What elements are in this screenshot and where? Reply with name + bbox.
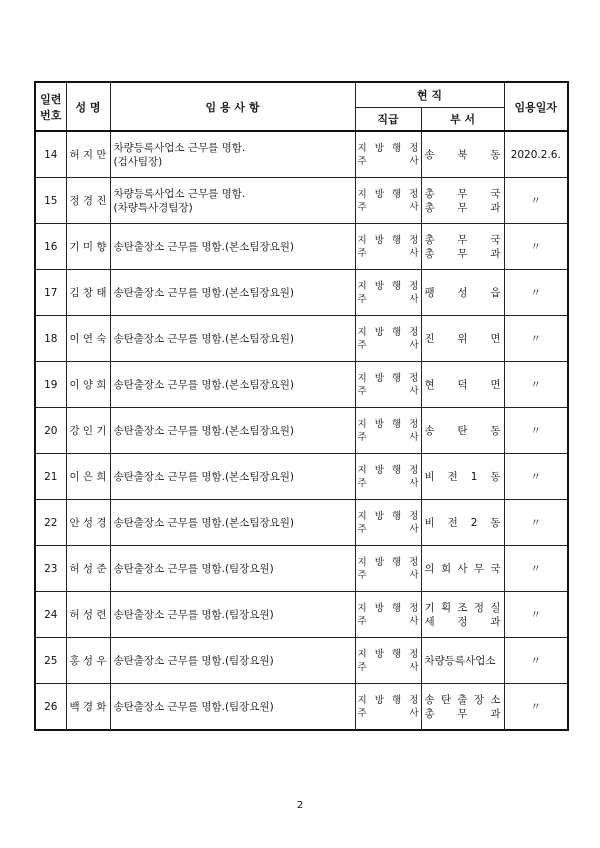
row-date: 〃 [504,546,568,592]
rank-line [358,155,419,168]
appointment-line: 송탄출장소 근무를 명함.(본소팀장요원) [113,470,294,483]
rank-char: 행 [392,142,402,154]
department-line [425,378,501,392]
rank-char: 사 [409,155,419,167]
row-department [421,362,504,408]
row-date: 〃 [504,224,568,270]
appointment-line: 송탄출장소 근무를 명함.(팀장요원) [113,562,274,575]
rank-char: 행 [392,510,402,522]
rank-char: 행 [392,464,402,476]
rank-char: 주 [357,615,367,627]
rank-char: 정 [409,188,419,200]
row-date: 〃 [504,408,568,454]
table-row [35,546,568,592]
table-row [35,316,568,362]
row-rank [355,684,421,731]
rank-char: 정 [409,694,419,706]
row-department [421,454,504,500]
department-char: 전 [447,470,458,483]
rank-char: 정 [409,326,419,338]
department-char: 실 [490,601,501,614]
row-department [421,546,504,592]
row-appointment [110,684,355,731]
row-appointment [110,224,355,270]
row-serial: 26 [35,684,66,731]
department-char: 회 [440,562,452,575]
department-char: 성 [457,286,468,299]
row-name: 허 성 준 [66,546,110,592]
rank-line [358,477,419,490]
row-serial: 24 [35,592,66,638]
rank-char: 지 [357,556,367,568]
row-rank [355,316,421,362]
rank-char: 지 [357,234,367,246]
row-rank [355,592,421,638]
department-char: 과 [490,615,501,628]
row-name: 김 창 태 [66,270,110,316]
appointment-line: 송탄출장소 근무를 명함.(팀장요원) [113,700,274,713]
row-department [421,684,504,731]
table-row [35,500,568,546]
rank-char: 주 [357,339,367,351]
row-serial: 25 [35,638,66,684]
rank-char: 주 [357,293,367,305]
rank-line [358,293,419,306]
rank-char: 방 [374,188,384,200]
rank-char: 사 [409,385,419,397]
department-char: 전 [447,516,458,529]
rank-line [358,615,419,628]
appointment-line: 송탄출장소 근무를 명함.(본소팀장요원) [113,286,294,299]
appointment-line: 송탄출장소 근무를 명함.(팀장요원) [113,654,274,667]
rank-line [358,142,419,155]
rank-line [358,464,419,477]
row-rank [355,454,421,500]
rank-char: 주 [357,431,367,443]
rank-char: 방 [374,418,384,430]
department-char: 면 [490,378,501,391]
department-char: 출 [457,693,468,706]
department-char: 정 [457,615,468,628]
row-department [421,131,504,178]
row-appointment [110,270,355,316]
row-rank [355,546,421,592]
rank-char: 정 [409,648,419,660]
department-char: 과 [490,201,501,214]
department-line [425,562,501,576]
page-number: 2 [296,800,304,811]
header-name: 성 명 [66,82,110,131]
rank-line [358,510,419,523]
department-char: 세 [424,615,435,628]
row-rank [355,408,421,454]
row-serial: 21 [35,454,66,500]
row-serial: 23 [35,546,66,592]
department-char: 1 [470,470,478,483]
appointment-line: (검사팀장) [113,155,163,168]
rank-char: 주 [357,247,367,259]
row-serial: 18 [35,316,66,362]
rank-line [358,201,419,214]
rank-char: 사 [409,201,419,213]
rank-char: 지 [357,418,367,430]
row-appointment [110,500,355,546]
header-current-post: 현 직 [355,82,504,108]
rank-char: 행 [392,602,402,614]
row-serial: 14 [35,131,66,178]
row-name: 허 성 련 [66,592,110,638]
appointment-line: 차량등록사업소 근무를 명함. [113,141,246,154]
department-char: 무 [457,707,468,720]
rank-char: 사 [409,523,419,535]
rank-char: 사 [409,661,419,673]
rank-char: 주 [357,477,367,489]
row-name: 이 은 희 [66,454,110,500]
rank-char: 사 [409,339,419,351]
row-name: 허 지 만 [66,131,110,178]
rank-char: 주 [357,523,367,535]
rank-char: 행 [392,418,402,430]
rank-char: 지 [357,372,367,384]
appointment-table [34,81,569,731]
row-name: 기 미 향 [66,224,110,270]
table-body [35,131,568,730]
rank-char: 정 [409,602,419,614]
row-date: 〃 [504,500,568,546]
department-char: 획 [440,601,452,614]
rank-char: 주 [357,569,367,581]
rank-char: 지 [357,188,367,200]
row-name: 강 인 기 [66,408,110,454]
department-char: 무 [457,247,468,260]
rank-char: 방 [374,234,384,246]
department-line [425,516,501,530]
appointment-line: 송탄출장소 근무를 명함.(본소팀장요원) [113,240,294,253]
rank-char: 방 [374,556,384,568]
rank-char: 사 [409,707,419,719]
header-serial [35,82,66,131]
table-row [35,454,568,500]
department-char: 무 [457,201,468,214]
rank-char: 주 [357,385,367,397]
rank-char: 사 [409,293,419,305]
department-char: 무 [473,562,485,575]
rank-char: 행 [392,648,402,660]
rank-char: 지 [357,694,367,706]
department-line [425,615,501,629]
appointment-line: (차량특사경팀장) [113,201,193,214]
department-char: 동 [490,148,501,161]
header-appointment: 임 용 사 항 [110,82,355,131]
rank-line [358,234,419,247]
department-char: 동 [490,424,501,437]
rank-line [358,523,419,536]
department-char: 2 [470,516,478,529]
rank-char: 지 [357,602,367,614]
department-char: 송 [424,148,435,161]
row-rank [355,224,421,270]
rank-char: 사 [409,477,419,489]
row-rank [355,362,421,408]
row-date: 〃 [504,270,568,316]
row-appointment [110,131,355,178]
rank-char: 방 [374,464,384,476]
row-appointment [110,638,355,684]
department-char: 읍 [490,286,501,299]
department-char: 송 [424,424,435,437]
rank-char: 행 [392,326,402,338]
rank-line [358,385,419,398]
department-char: 정 [473,601,485,614]
row-rank [355,500,421,546]
header-serial-line1: 일련 [40,92,62,106]
department-char: 총 [424,201,435,214]
rank-char: 주 [357,707,367,719]
rank-char: 방 [374,648,384,660]
department-char: 과 [490,247,501,260]
department-char: 면 [490,332,501,345]
row-name: 백 경 화 [66,684,110,731]
rank-line [358,431,419,444]
row-serial: 17 [35,270,66,316]
department-line [425,654,501,668]
rank-char: 지 [357,510,367,522]
rank-char: 정 [409,418,419,430]
department-line [425,424,501,438]
department-char: 송 [424,693,435,706]
header-serial-line2: 번호 [40,108,62,122]
appointment-line: 송탄출장소 근무를 명함.(본소팀장요원) [113,424,294,437]
department-char: 과 [490,707,501,720]
department-char: 국 [490,187,501,200]
department-char: 진 [424,332,435,345]
rank-char: 주 [357,155,367,167]
row-appointment [110,546,355,592]
department-line [425,233,501,247]
rank-char: 방 [374,280,384,292]
row-serial: 22 [35,500,66,546]
rank-char: 지 [357,464,367,476]
department-char: 동 [490,470,501,483]
rank-char: 행 [392,234,402,246]
appointment-line: 송탄출장소 근무를 명함.(본소팀장요원) [113,332,294,345]
department-line [425,470,501,484]
appointment-line: 송탄출장소 근무를 명함.(본소팀장요원) [113,516,294,529]
row-appointment [110,178,355,224]
rank-char: 정 [409,464,419,476]
department-char: 국 [490,233,501,246]
row-name: 홍 성 우 [66,638,110,684]
department-char: 사 [457,562,468,575]
department-line [425,247,501,261]
row-department [421,408,504,454]
rank-char: 방 [374,694,384,706]
department-char: 총 [424,707,435,720]
rank-char: 사 [409,247,419,259]
row-serial: 15 [35,178,66,224]
row-serial: 20 [35,408,66,454]
department-line [425,601,501,615]
rank-char: 정 [409,510,419,522]
rank-char: 행 [392,556,402,568]
department-char: 장 [473,693,485,706]
department-char: 무 [457,187,468,200]
row-department [421,316,504,362]
table-row [35,638,568,684]
appointment-line: 송탄출장소 근무를 명함.(본소팀장요원) [113,378,294,391]
department-char: 소 [490,693,501,706]
rank-char: 지 [357,326,367,338]
department-char: 의 [424,562,435,575]
row-date: 〃 [504,684,568,731]
table-row [35,592,568,638]
department-char: 조 [457,601,468,614]
row-serial: 16 [35,224,66,270]
department-char: 총 [424,247,435,260]
header-row-1 [35,82,568,108]
rank-line [358,707,419,720]
rank-char: 방 [374,510,384,522]
rank-char: 사 [409,569,419,581]
row-appointment [110,454,355,500]
department-char: 국 [490,562,501,575]
row-date: 〃 [504,362,568,408]
rank-char: 지 [357,648,367,660]
department-char: 총 [424,187,435,200]
table-row [35,270,568,316]
rank-line [358,694,419,707]
row-rank [355,638,421,684]
table-row [35,362,568,408]
row-appointment [110,362,355,408]
appointment-line: 차량등록사업소 근무를 명함. [113,187,246,200]
header-date: 임용일자 [504,82,568,131]
rank-char: 방 [374,142,384,154]
rank-char: 정 [409,556,419,568]
department-char: 탄 [440,693,452,706]
row-name: 정 경 진 [66,178,110,224]
rank-char: 행 [392,188,402,200]
rank-line [358,661,419,674]
department-char: 팽 [424,286,435,299]
header-department: 부 서 [421,108,504,132]
row-rank [355,178,421,224]
row-department [421,224,504,270]
department-char: 총 [424,233,435,246]
table-row [35,684,568,731]
table-row [35,178,568,224]
rank-char: 지 [357,142,367,154]
department-char: 무 [457,233,468,246]
department-char: 비 [424,516,435,529]
row-name: 이 연 숙 [66,316,110,362]
rank-char: 정 [409,142,419,154]
table-row [35,408,568,454]
row-appointment [110,592,355,638]
department-line [425,201,501,215]
rank-char: 방 [374,372,384,384]
department-line [425,693,501,707]
rank-line [358,648,419,661]
rank-char: 정 [409,234,419,246]
row-date: 〃 [504,592,568,638]
row-department [421,270,504,316]
row-department [421,500,504,546]
rank-char: 행 [392,694,402,706]
rank-line [358,556,419,569]
department-line [425,148,501,162]
rank-char: 정 [409,372,419,384]
row-date: 2020.2.6. [504,131,568,178]
department-char: 동 [490,516,501,529]
department-line [425,332,501,346]
department-char: 북 [457,148,468,161]
appointment-line: 송탄출장소 근무를 명함.(팀장요원) [113,608,274,621]
rank-char: 행 [392,280,402,292]
department-line [425,187,501,201]
rank-line [358,372,419,385]
row-appointment [110,408,355,454]
rank-char: 사 [409,431,419,443]
rank-char: 지 [357,280,367,292]
row-name: 이 양 희 [66,362,110,408]
table-row [35,224,568,270]
rank-char: 주 [357,201,367,213]
department-char: 비 [424,470,435,483]
department-char: 기 [424,601,435,614]
row-date: 〃 [504,454,568,500]
department-char: 현 [424,378,435,391]
department-char: 위 [457,332,468,345]
rank-char: 행 [392,372,402,384]
row-appointment [110,316,355,362]
rank-char: 주 [357,661,367,673]
department-line [425,286,501,300]
rank-char: 방 [374,326,384,338]
header-rank: 직급 [355,108,421,132]
row-rank [355,270,421,316]
row-department [421,592,504,638]
rank-line [358,247,419,260]
department-char: 차량등록사업소 [424,654,496,667]
row-department [421,638,504,684]
row-rank [355,131,421,178]
rank-line [358,569,419,582]
rank-char: 방 [374,602,384,614]
row-date: 〃 [504,316,568,362]
row-department [421,178,504,224]
rank-char: 사 [409,615,419,627]
row-date: 〃 [504,638,568,684]
rank-line [358,339,419,352]
department-char: 탄 [457,424,468,437]
table-row [35,131,568,178]
department-char: 덕 [457,378,468,391]
rank-line [358,326,419,339]
row-name: 안 성 경 [66,500,110,546]
rank-line [358,418,419,431]
rank-char: 정 [409,280,419,292]
row-date: 〃 [504,178,568,224]
row-serial: 19 [35,362,66,408]
rank-line [358,280,419,293]
rank-line [358,602,419,615]
department-line [425,707,501,721]
rank-line [358,188,419,201]
